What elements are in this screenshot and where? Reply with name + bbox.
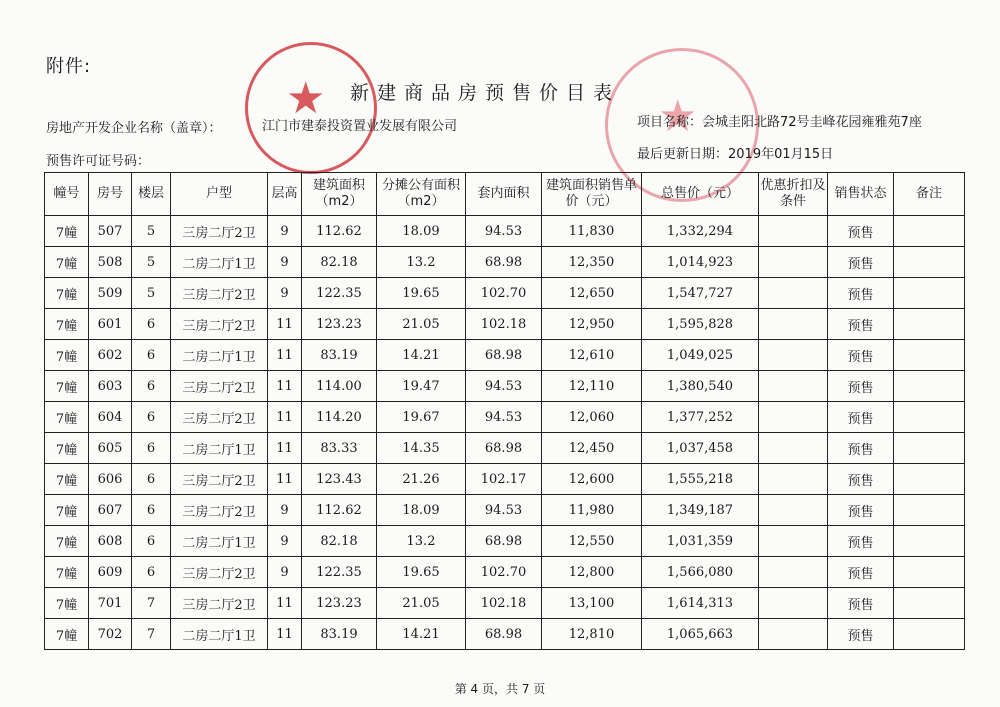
table-cell: 13.2 <box>377 526 466 557</box>
table-cell: 1,377,252 <box>642 402 759 433</box>
table-cell <box>759 278 828 309</box>
table-cell: 114.20 <box>302 402 377 433</box>
table-cell: 7幢 <box>45 402 89 433</box>
table-cell: 三房二厅2卫 <box>171 464 268 495</box>
table-cell: 1,547,727 <box>642 278 759 309</box>
table-cell: 94.53 <box>466 371 542 402</box>
table-cell: 5 <box>132 278 171 309</box>
table-cell: 1,614,313 <box>642 588 759 619</box>
table-cell: 三房二厅2卫 <box>171 278 268 309</box>
last-updated: 最后更新日期：2019年01月15日 <box>637 147 834 162</box>
table-cell: 7幢 <box>45 371 89 402</box>
table-row <box>45 402 965 433</box>
table-cell: 21.05 <box>377 309 466 340</box>
table-cell: 701 <box>89 588 132 619</box>
table-cell: 7幢 <box>45 526 89 557</box>
column-header: 总售价（元） <box>642 173 759 216</box>
table-cell: 19.47 <box>377 371 466 402</box>
table-cell: 6 <box>132 464 171 495</box>
table-cell: 7幢 <box>45 247 89 278</box>
table-cell: 9 <box>268 216 302 247</box>
table-cell: 9 <box>268 526 302 557</box>
table-cell: 5 <box>132 216 171 247</box>
table-cell: 68.98 <box>466 340 542 371</box>
table-cell: 19.65 <box>377 557 466 588</box>
table-cell: 68.98 <box>466 619 542 650</box>
table-cell: 预售 <box>828 619 894 650</box>
table-cell <box>894 433 965 464</box>
table-cell: 11,830 <box>542 216 642 247</box>
table-cell: 508 <box>89 247 132 278</box>
table-cell <box>894 340 965 371</box>
table-cell: 1,332,294 <box>642 216 759 247</box>
table-cell: 11 <box>268 619 302 650</box>
table-cell: 14.21 <box>377 340 466 371</box>
table-cell: 预售 <box>828 371 894 402</box>
table-cell: 82.18 <box>302 247 377 278</box>
table-cell: 11 <box>268 464 302 495</box>
table-cell: 102.18 <box>466 309 542 340</box>
table-cell: 83.33 <box>302 433 377 464</box>
table-cell <box>759 464 828 495</box>
table-cell: 102.70 <box>466 557 542 588</box>
table-row <box>45 526 965 557</box>
table-cell: 6 <box>132 557 171 588</box>
table-cell: 11 <box>268 371 302 402</box>
table-cell: 123.43 <box>302 464 377 495</box>
table-cell <box>759 495 828 526</box>
table-cell: 13.2 <box>377 247 466 278</box>
table-cell: 三房二厅2卫 <box>171 371 268 402</box>
table-cell: 7幢 <box>45 309 89 340</box>
table-cell <box>894 619 965 650</box>
table-cell: 三房二厅2卫 <box>171 402 268 433</box>
table-cell: 7幢 <box>45 216 89 247</box>
table-cell: 702 <box>89 619 132 650</box>
table-row <box>45 619 965 650</box>
table-cell: 18.09 <box>377 216 466 247</box>
table-cell: 6 <box>132 309 171 340</box>
table-row <box>45 340 965 371</box>
table-row <box>45 557 965 588</box>
table-cell: 12,600 <box>542 464 642 495</box>
table-cell: 68.98 <box>466 433 542 464</box>
table-cell: 94.53 <box>466 402 542 433</box>
table-cell: 12,800 <box>542 557 642 588</box>
table-row <box>45 278 965 309</box>
table-cell: 607 <box>89 495 132 526</box>
table-cell: 6 <box>132 433 171 464</box>
table-cell: 21.05 <box>377 588 466 619</box>
table-cell: 预售 <box>828 402 894 433</box>
table-cell: 609 <box>89 557 132 588</box>
table-cell: 1,349,187 <box>642 495 759 526</box>
table-cell: 14.21 <box>377 619 466 650</box>
developer-name: 江门市建泰投资置业发展有限公司 <box>262 119 458 134</box>
company-seal: ★ <box>245 42 377 174</box>
table-cell: 7幢 <box>45 588 89 619</box>
table-cell: 603 <box>89 371 132 402</box>
table-cell: 11,980 <box>542 495 642 526</box>
table-cell: 二房二厅1卫 <box>171 340 268 371</box>
table-cell <box>894 278 965 309</box>
table-cell: 12,060 <box>542 402 642 433</box>
project-name: 项目名称：会城圭阳北路72号圭峰花园雍雅苑7座 <box>637 115 922 130</box>
table-cell: 1,065,663 <box>642 619 759 650</box>
table-cell: 9 <box>268 278 302 309</box>
table-cell: 123.23 <box>302 309 377 340</box>
column-header: 楼层 <box>132 173 171 216</box>
table-cell: 二房二厅1卫 <box>171 619 268 650</box>
table-cell <box>894 464 965 495</box>
table-cell: 509 <box>89 278 132 309</box>
table-cell: 12,650 <box>542 278 642 309</box>
table-cell: 82.18 <box>302 526 377 557</box>
table-cell: 1,380,540 <box>642 371 759 402</box>
table-cell: 三房二厅2卫 <box>171 588 268 619</box>
table-cell: 12,810 <box>542 619 642 650</box>
table-row <box>45 588 965 619</box>
table-cell: 608 <box>89 526 132 557</box>
table-cell: 14.35 <box>377 433 466 464</box>
table-cell: 123.23 <box>302 588 377 619</box>
table-cell: 9 <box>268 495 302 526</box>
table-cell <box>894 588 965 619</box>
table-cell: 三房二厅2卫 <box>171 557 268 588</box>
column-header: 房号 <box>89 173 132 216</box>
table-cell: 7 <box>132 619 171 650</box>
table-cell <box>894 371 965 402</box>
table-cell: 68.98 <box>466 247 542 278</box>
table-cell <box>759 526 828 557</box>
table-cell <box>894 526 965 557</box>
table-cell: 11 <box>268 402 302 433</box>
table-cell: 9 <box>268 247 302 278</box>
table-cell: 二房二厅1卫 <box>171 526 268 557</box>
column-header: 幢号 <box>45 173 89 216</box>
table-row <box>45 371 965 402</box>
table-cell: 114.00 <box>302 371 377 402</box>
table-cell: 507 <box>89 216 132 247</box>
table-cell: 112.62 <box>302 216 377 247</box>
table-cell: 19.67 <box>377 402 466 433</box>
table-cell: 11 <box>268 588 302 619</box>
table-cell <box>894 557 965 588</box>
table-cell: 602 <box>89 340 132 371</box>
column-header: 户型 <box>171 173 268 216</box>
table-cell: 7幢 <box>45 464 89 495</box>
table-cell: 6 <box>132 340 171 371</box>
table-cell <box>894 309 965 340</box>
table-cell: 601 <box>89 309 132 340</box>
permit-label: 预售许可证号码： <box>46 154 151 169</box>
page-number: 第 4 页，共 7 页 <box>454 682 546 696</box>
table-cell: 预售 <box>828 340 894 371</box>
developer-label: 房地产开发企业名称（盖章）： <box>46 121 222 136</box>
table-cell: 12,950 <box>542 309 642 340</box>
table-cell: 11 <box>268 309 302 340</box>
table-cell: 7幢 <box>45 557 89 588</box>
table-cell: 预售 <box>828 216 894 247</box>
table-cell: 预售 <box>828 495 894 526</box>
table-cell: 94.53 <box>466 216 542 247</box>
table-body <box>45 216 965 650</box>
table-cell: 604 <box>89 402 132 433</box>
table-cell: 102.18 <box>466 588 542 619</box>
document-title: 新建商品房预售价目表 <box>350 82 621 104</box>
column-header: 分摊公有面积（m2） <box>377 173 466 216</box>
table-cell: 102.70 <box>466 278 542 309</box>
table-row <box>45 464 965 495</box>
column-header: 优惠折扣及条件 <box>759 173 828 216</box>
table-cell: 122.35 <box>302 557 377 588</box>
table-cell: 7幢 <box>45 619 89 650</box>
table-cell: 7幢 <box>45 495 89 526</box>
table-cell <box>759 340 828 371</box>
table-cell: 预售 <box>828 433 894 464</box>
table-cell <box>759 216 828 247</box>
table-cell <box>759 619 828 650</box>
table-cell: 三房二厅2卫 <box>171 309 268 340</box>
table-cell <box>894 247 965 278</box>
table-row <box>45 247 965 278</box>
column-header: 建筑面积（m2） <box>302 173 377 216</box>
table-cell: 6 <box>132 402 171 433</box>
table-cell: 二房二厅1卫 <box>171 247 268 278</box>
table-cell: 6 <box>132 371 171 402</box>
table-row <box>45 309 965 340</box>
table-row <box>45 495 965 526</box>
table-cell: 三房二厅2卫 <box>171 495 268 526</box>
table-cell: 1,037,458 <box>642 433 759 464</box>
table-cell: 112.62 <box>302 495 377 526</box>
table-cell <box>759 309 828 340</box>
table-cell: 7幢 <box>45 433 89 464</box>
table-cell: 13,100 <box>542 588 642 619</box>
table-cell: 122.35 <box>302 278 377 309</box>
table-cell: 7 <box>132 588 171 619</box>
table-cell: 1,031,359 <box>642 526 759 557</box>
table-cell: 102.17 <box>466 464 542 495</box>
table-cell: 605 <box>89 433 132 464</box>
table-cell <box>759 402 828 433</box>
table-cell: 9 <box>268 557 302 588</box>
column-header: 备注 <box>894 173 965 216</box>
table-cell <box>894 216 965 247</box>
column-header: 套内面积 <box>466 173 542 216</box>
table-cell: 12,610 <box>542 340 642 371</box>
table-cell: 6 <box>132 495 171 526</box>
table-cell: 5 <box>132 247 171 278</box>
table-cell: 1,595,828 <box>642 309 759 340</box>
column-header: 层高 <box>268 173 302 216</box>
table-cell <box>759 588 828 619</box>
table-cell: 二房二厅1卫 <box>171 433 268 464</box>
table-row <box>45 216 965 247</box>
table-cell: 预售 <box>828 247 894 278</box>
table-header-row <box>45 173 965 216</box>
table-cell: 预售 <box>828 309 894 340</box>
table-cell: 83.19 <box>302 619 377 650</box>
table-cell: 预售 <box>828 588 894 619</box>
table-cell <box>894 402 965 433</box>
table-cell: 68.98 <box>466 526 542 557</box>
table-cell: 12,350 <box>542 247 642 278</box>
table-cell: 606 <box>89 464 132 495</box>
table-cell: 7幢 <box>45 340 89 371</box>
table-cell: 11 <box>268 340 302 371</box>
table-cell: 11 <box>268 433 302 464</box>
table-cell <box>759 433 828 464</box>
table-cell: 12,450 <box>542 433 642 464</box>
table-cell: 1,566,080 <box>642 557 759 588</box>
table-cell <box>759 371 828 402</box>
table-cell: 1,555,218 <box>642 464 759 495</box>
table-row <box>45 433 965 464</box>
table-cell: 预售 <box>828 278 894 309</box>
table-cell: 预售 <box>828 557 894 588</box>
table-cell: 83.19 <box>302 340 377 371</box>
table-cell: 19.65 <box>377 278 466 309</box>
table-cell: 21.26 <box>377 464 466 495</box>
table-cell: 1,014,923 <box>642 247 759 278</box>
table-cell: 预售 <box>828 464 894 495</box>
column-header: 建筑面积销售单价（元） <box>542 173 642 216</box>
table-cell: 1,049,025 <box>642 340 759 371</box>
table-cell: 7幢 <box>45 278 89 309</box>
table-cell: 三房二厅2卫 <box>171 216 268 247</box>
table-cell: 94.53 <box>466 495 542 526</box>
table-cell: 12,550 <box>542 526 642 557</box>
table-cell <box>759 557 828 588</box>
table-cell: 预售 <box>828 526 894 557</box>
authority-seal: ★ <box>605 48 759 202</box>
price-table <box>44 172 965 650</box>
table-cell: 6 <box>132 526 171 557</box>
table-cell: 18.09 <box>377 495 466 526</box>
column-header: 销售状态 <box>828 173 894 216</box>
attachment-label: 附件: <box>46 56 92 77</box>
table-cell <box>759 247 828 278</box>
table-cell: 12,110 <box>542 371 642 402</box>
table-cell <box>894 495 965 526</box>
